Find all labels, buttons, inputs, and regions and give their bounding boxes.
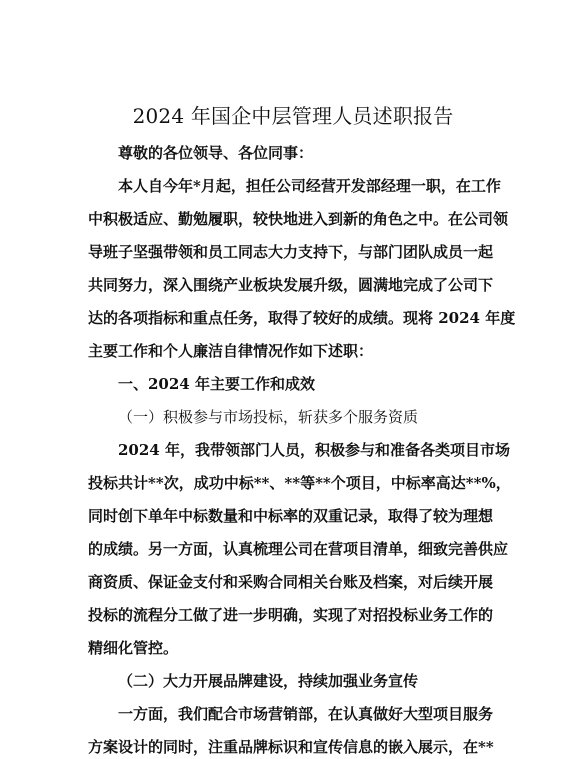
paragraph-1-line-2: 中积极适应、勤勉履职，较快地进入到新的角色之中。在公司领	[88, 210, 509, 228]
paragraph-1-line-5: 达的各项指标和重点任务，取得了较好的成绩。现将 2024 年度	[88, 309, 516, 327]
subsection-2-heading: （二）大力开展品牌建设，持续加强业务宣传	[118, 672, 419, 690]
paragraph-1-line-1: 本人自今年*月起，担任公司经营开发部经理一职，在工作	[118, 177, 501, 195]
paragraph-2-line-6: 投标的流程分工做了进一步明确，实现了对招投标业务工作的	[88, 606, 494, 624]
greeting: 尊敬的各位领导、各位同事：	[118, 144, 314, 162]
subsection-1-heading: （一）积极参与市场投标，斩获多个服务资质	[118, 408, 419, 426]
paragraph-2-line-7: 精细化管控。	[88, 639, 179, 657]
document-title: 2024 年国企中层管理人员述职报告	[132, 104, 454, 128]
section-1-heading: 一、2024 年主要工作和成效	[118, 375, 315, 393]
paragraph-1-line-6: 主要工作和个人廉洁自律情况作如下述职：	[88, 342, 374, 360]
paragraph-3-line-1: 一方面，我们配合市场营销部，在认真做好大型项目服务	[118, 705, 494, 723]
paragraph-2-line-3: 同时创下单年中标数量和中标率的双重记录，取得了较为理想	[88, 507, 494, 525]
paragraph-1-line-3: 导班子坚强带领和员工同志大力支持下，与部门团队成员一起	[88, 243, 494, 261]
paragraph-2-line-4: 的成绩。另一方面，认真梳理公司在营项目清单，细致完善供应	[88, 540, 509, 558]
paragraph-3-line-2: 方案设计的同时，注重品牌标识和宣传信息的嵌入展示，在**	[88, 738, 494, 756]
paragraph-2-line-1: 2024 年，我带领部门人员，积极参与和准备各类项目市场	[118, 441, 510, 459]
paragraph-1-line-4: 共同努力，深入围绕产业板块发展升级，圆满地完成了公司下	[88, 276, 494, 294]
paragraph-2-line-5: 商资质、保证金支付和采购合同相关台账及档案，对后续开展	[88, 573, 494, 591]
paragraph-2-line-2: 投标共计**次，成功中标**、**等**个项目，中标率高达**%，	[88, 474, 511, 492]
